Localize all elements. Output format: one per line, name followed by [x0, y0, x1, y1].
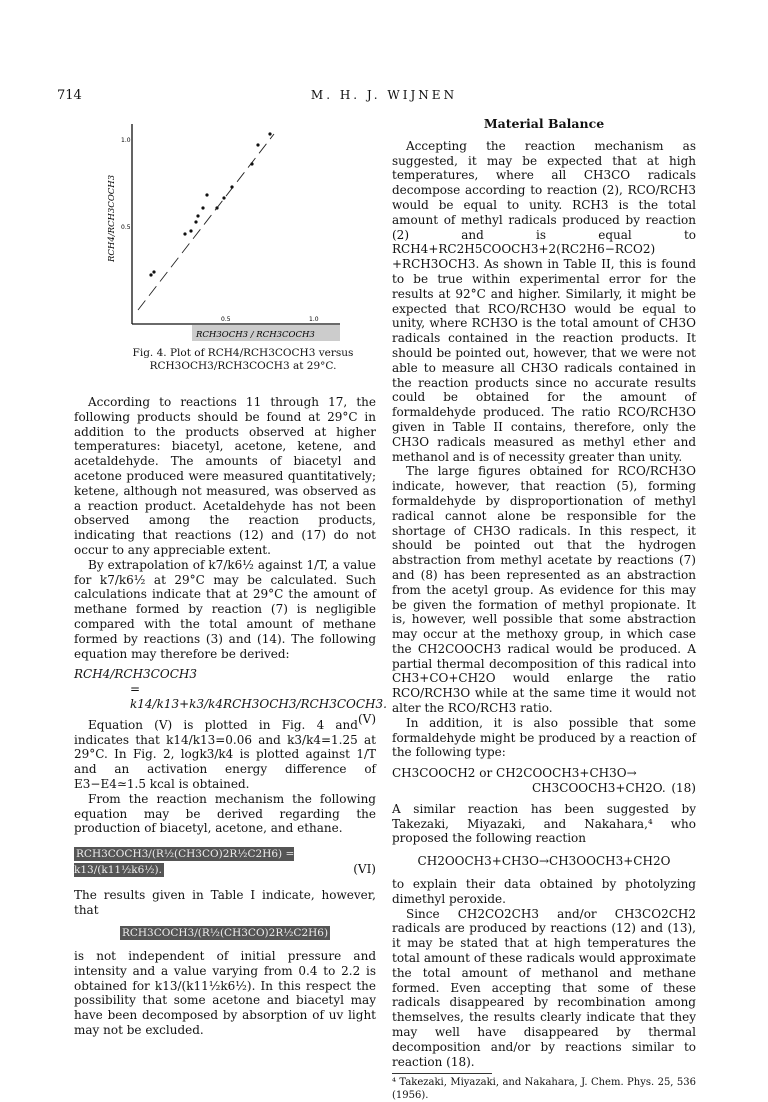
left-column: [74, 395, 387, 1038]
data-point: [250, 162, 253, 165]
eq-line: RCH4/RCH3COCH3: [74, 667, 197, 682]
data-point: [230, 185, 233, 188]
data-point: [215, 206, 218, 209]
data-point: [194, 220, 197, 223]
equation-ratio: [74, 925, 376, 941]
paragraph: In addition, it is also possible that some formaldehyde might be produced by a reaction of the following type:: [392, 715, 696, 760]
caption-line-1: Fig. 4. Plot of RCH4/RCH3COCH3 versus: [132, 347, 354, 359]
data-point: [196, 214, 199, 217]
section-title: Material Balance: [483, 116, 605, 131]
eq-highlight: RCH3COCH3/(R½(CH3CO)2R½C2H6) = k13/(k11½k6½).: [74, 848, 295, 876]
eq-highlight: RCH3COCH3/(R½(CH3CO)2R½C2H6): [121, 927, 329, 940]
paragraph: Equation (V) is plotted in Fig. 4 and indicates that k14/k13=0.06 and k3/k4=1.25 at 29°C. In Fig. 2, logk3/k4 is plotted against 1/T and an activation energy difference of E3−E4≃1.5 kcal is obtained.: [74, 717, 376, 791]
data-point: [222, 196, 225, 199]
figure-4-plot: [74, 112, 374, 342]
data-point: [183, 232, 186, 235]
equation-number: (18): [671, 781, 696, 796]
data-point: [256, 143, 259, 146]
eq-line-2: [392, 781, 696, 796]
paragraph: The results given in Table I indicate, however, that: [74, 887, 376, 917]
y-tick-1: 1.0: [121, 137, 131, 144]
x-tick-1: 0.5: [221, 316, 231, 323]
equation-number: (V): [357, 711, 376, 726]
paragraph: From the reaction mechanism the following equation may be derived regarding the production of biacetyl, acetone, and ethane.: [74, 791, 376, 836]
data-point: [205, 193, 208, 196]
right-column: [392, 117, 696, 1102]
fit-line: [138, 134, 274, 310]
data-point: [201, 206, 204, 209]
data-point: [149, 273, 152, 276]
paragraph: A similar reaction has been suggested by Takezaki, Miyazaki, and Nakahara,⁴ who proposed the following reaction: [392, 801, 696, 846]
x-axis-label: RCH3OCH3 / RCH3COCH3: [196, 330, 315, 340]
data-point: [268, 132, 271, 135]
equation-vi: [74, 846, 376, 878]
paragraph: Since CH2CO2CH3 and/or CH3CO2CH2 radicals are produced by reactions (12) and (13), it may be stated that at high temperatures the total amount of these radicals would approximate the total amount of methanol and methane formed. Even accepting that some of these radicals disappeared by recombination among themselves, the results clearly indicate that they may well have disappeared by thermal decomposition and/or by reactions similar to reaction (18).: [392, 906, 696, 1069]
data-point: [189, 229, 192, 232]
x-tick-2: 1.0: [309, 316, 319, 323]
footnote: ⁴ Takezaki, Miyazaki, and Nakahara, J. Chem. Phys. 25, 536 (1956).: [392, 1077, 696, 1101]
paragraph: is not independent of initial pressure and intensity and a value varying from 0.4 to 2.2 is obtained for k13/(k11½k6½). In this respect the possibility that some acetone and biacetyl may have been decomposed by absorption of uv light may not be excluded.: [74, 949, 376, 1038]
equation-18: [392, 766, 696, 796]
running-head: M. H. J. WIJNEN: [310, 88, 458, 102]
y-axis-label: RCH4/RCH3COCH3: [107, 174, 117, 262]
eq-line: = k14/k13+k3/k4RCH3OCH3/RCH3COCH3.: [130, 682, 387, 711]
eq-line: CH3COOCH2 or CH2COOCH3+CH3O→: [392, 766, 637, 781]
footnote-rule: [392, 1073, 492, 1074]
eq-line: CH3COOCH3+CH2O.: [532, 781, 666, 796]
eq-line-2: [74, 682, 387, 726]
data-points: [149, 132, 271, 276]
paragraph: The large figures obtained for RCO/RCH3O indicate, however, that reaction (5), forming formaldehyde by disproportionation of methyl radical cannot alone be responsible for the shortage of CH3O radicals. In this respect, it should be pointed out that the hydrogen abstraction from methyl acetate by reactions (7) and (8) has been represented as an abstraction from the acetyl group. As evidence for this may be given the formation of methyl propionate. It is, however, well possible that some abstraction may occur at the methoxy group, in which case the CH2COOCH3 radical would be produced. A partial thermal decomposition of this radical into CH3+CO+CH2O would enlarge the ratio RCO/RCH3O while at the same time it would not alter the RCO/RCH3 ratio.: [392, 464, 696, 716]
equation-number: (VI): [353, 861, 376, 876]
figure-caption: [118, 347, 368, 373]
paragraph: Accepting the reaction mechanism as suggested, it may be expected that at high temperatures, where all CH3CO radicals decompose according to reaction (2), RCO/RCH3 would be equal to unity. RCH3 is the total amount of methyl radicals produced by reaction (2) and is equal to RCH4+RC2H5COOCH3+2(RC2H6−RCO2) +RCH3OCH3. As shown in Table II, this is found to be true within experimental error for the results at 92°C and higher. Similarly, it might be expected that RCO/RCH3O would be equal to unity, where RCH3O is the total amount of CH3O radicals contained in the reaction products. It should be pointed out, however, that we were not able to measure all CH3O radicals contained in the reaction products since no accurate results could be obtained for the amount of formaldehyde produced. The ratio RCO/RCH3O given in Table II contains, therefore, only the CH3O radicals measured as methyl ether and methanol and is of necessity greater than unity.: [392, 138, 696, 464]
caption-line-2: RCH3OCH3/RCH3COCH3 at 29°C.: [149, 360, 337, 372]
y-tick-2: 0.5: [121, 224, 131, 231]
data-point: [152, 270, 155, 273]
paragraph: By extrapolation of k7/k6½ against 1/T, a value for k7/k6½ at 29°C may be calculated. Such calculations indicate that at 29°C the amount of methane formed by reaction (7) is negligible compared with the total amount of methane formed by reactions (3) and (14). The following equation may therefore be derived:: [74, 557, 376, 661]
equation-takezaki: CH2OOCH3+CH3O→CH3OOCH3+CH2O: [417, 854, 671, 869]
equation-v: [74, 667, 387, 726]
paragraph: to explain their data obtained by photolyzing dimethyl peroxide.: [392, 877, 696, 906]
page-number: 714: [57, 88, 82, 103]
paragraph: According to reactions 11 through 17, the following products should be found at 29°C in addition to the products observed at higher temperatures: biacetyl, acetone, ketene, and acetaldehyde. The amounts of biacetyl and acetone produced were measured quantitatively; ketene, although not measured, was observed as a reaction product. Acetaldehyde has not been observed among the reaction products, indicating that reactions (12) and (17) do not occur to any appreciable extent.: [74, 395, 376, 557]
